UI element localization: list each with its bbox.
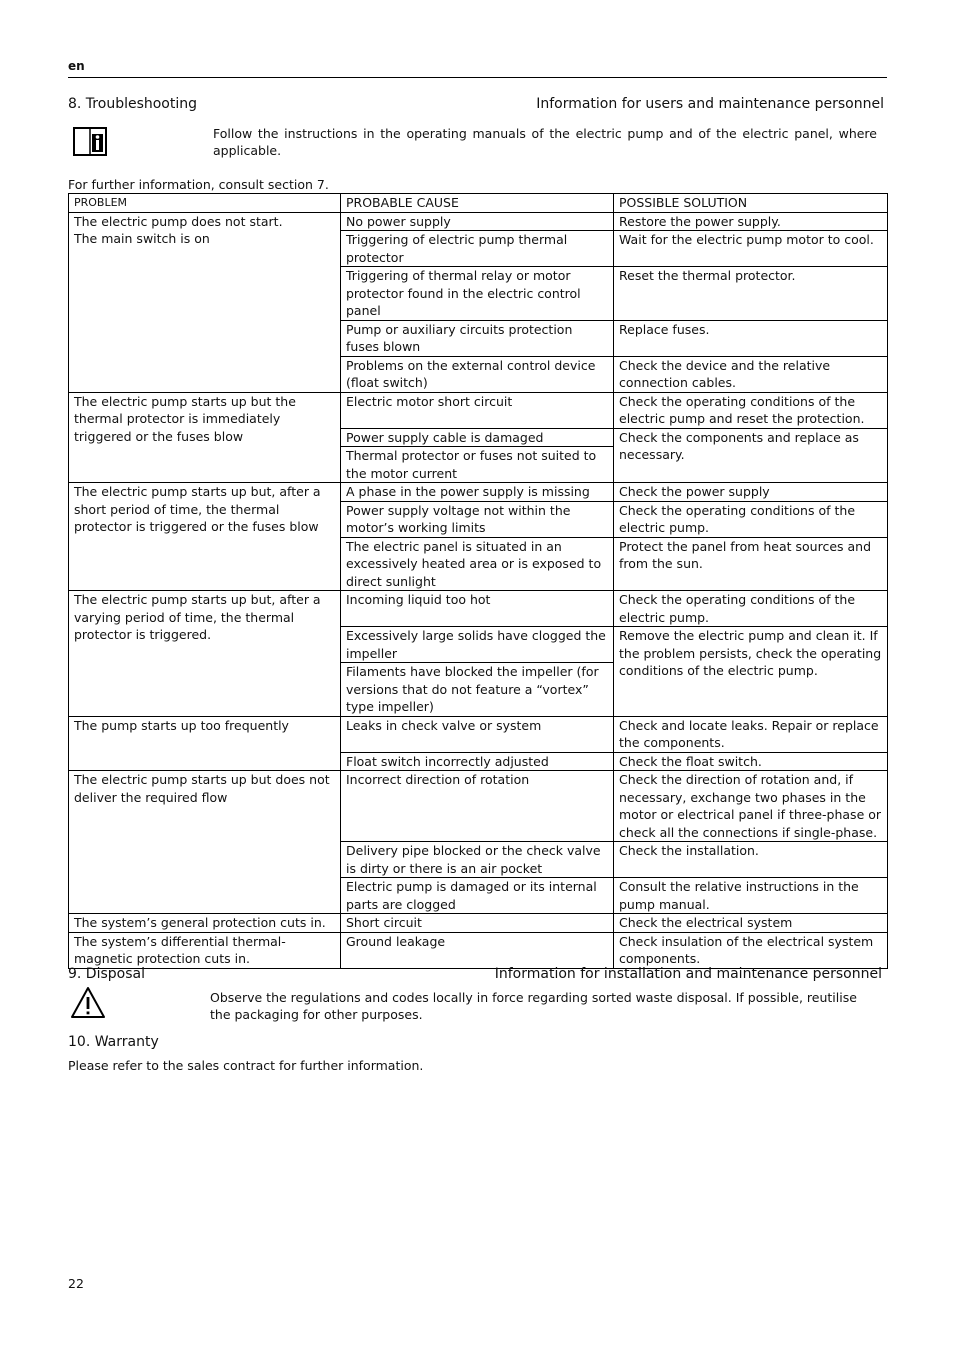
table-row — [69, 716, 888, 752]
solution-cell: Check the direction of rotation and, if necessary, exchange two phases in the motor or electrical panel if three-phase or check all the connections if single-phase. — [614, 771, 888, 842]
troubleshooting-table — [68, 193, 888, 969]
solution-cell: Check the float switch. — [614, 752, 888, 771]
disposal-title: 9. Disposal — [68, 966, 145, 982]
table-row — [69, 932, 888, 968]
cause-cell: Filaments have blocked the impeller (for versions that do not feature a “vortex” type impeller) — [341, 663, 614, 717]
cause-cell: No power supply — [341, 212, 614, 231]
troubleshooting-audience: Information for users and maintenance personnel — [536, 96, 884, 112]
warranty-text: Please refer to the sales contract for further information. — [68, 1058, 424, 1073]
problem-cell: The electric pump starts up but does not deliver the required flow — [69, 771, 341, 914]
problem-cell: The electric pump starts up but the thermal protector is immediately triggered or the fuses blow — [69, 392, 341, 483]
header-solution: POSSIBLE SOLUTION — [614, 194, 888, 213]
cause-cell: Electric motor short circuit — [341, 392, 614, 428]
header-problem: PROBLEM — [69, 194, 341, 213]
header-rule — [68, 77, 887, 78]
problem-cell: The system’s general protection cuts in. — [69, 914, 341, 933]
cause-cell: Power supply voltage not within the motor’s working limits — [341, 501, 614, 537]
solution-cell: Consult the relative instructions in the pump manual. — [614, 878, 888, 914]
table-row — [69, 771, 888, 842]
cause-cell: Incoming liquid too hot — [341, 591, 614, 627]
cause-cell: Triggering of thermal relay or motor protector found in the electric control panel — [341, 267, 614, 321]
table-row — [69, 392, 888, 428]
problem-cell: The electric pump does not start. The main switch is on — [69, 212, 341, 392]
solution-cell: Check the components and replace as necessary. — [614, 428, 888, 483]
solution-cell: Remove the electric pump and clean it. If the problem persists, check the operating conditions of the electric pump. — [614, 627, 888, 717]
page-number: 22 — [68, 1276, 84, 1291]
solution-cell: Reset the thermal protector. — [614, 267, 888, 321]
cause-cell: Short circuit — [341, 914, 614, 933]
table-row — [69, 914, 888, 933]
troubleshooting-note: Follow the instructions in the operating manuals of the electric pump and of the electric panel, where applicable. — [213, 126, 877, 158]
disposal-text: Observe the regulations and codes locally in force regarding sorted waste disposal. If possible, reutilise the packaging for other purposes. — [210, 990, 857, 1022]
solution-cell: Check the operating conditions of the electric pump. — [614, 501, 888, 537]
table-header-row — [69, 194, 888, 213]
cause-cell: Ground leakage — [341, 932, 614, 968]
problem-cell: The electric pump starts up but, after a varying period of time, the thermal protector is triggered. — [69, 591, 341, 717]
solution-cell: Check insulation of the electrical system components. — [614, 932, 888, 968]
warranty-title: 10. Warranty — [68, 1034, 159, 1050]
solution-cell: Check the installation. — [614, 842, 888, 878]
solution-cell: Replace fuses. — [614, 320, 888, 356]
table-row — [69, 212, 888, 231]
cause-cell: Triggering of electric pump thermal protector — [341, 231, 614, 267]
cause-cell: The electric panel is situated in an excessively heated area or is exposed to direct sunlight — [341, 537, 614, 591]
cause-cell: Leaks in check valve or system — [341, 716, 614, 752]
cause-cell: Problems on the external control device (float switch) — [341, 356, 614, 392]
table-row — [69, 591, 888, 627]
problem-cell: The pump starts up too frequently — [69, 716, 341, 771]
problem-cell: The system’s differential thermal-magnetic protection cuts in. — [69, 932, 341, 968]
solution-cell: Check the operating conditions of the electric pump and reset the protection. — [614, 392, 888, 428]
cause-cell: Delivery pipe blocked or the check valve is dirty or there is an air pocket — [341, 842, 614, 878]
solution-cell: Check the operating conditions of the electric pump. — [614, 591, 888, 627]
disposal-audience: Information for installation and maintenance personnel — [494, 966, 882, 982]
further-info: For further information, consult section 7. — [68, 177, 329, 192]
cause-cell: A phase in the power supply is missing — [341, 483, 614, 502]
solution-cell: Protect the panel from heat sources and from the sun. — [614, 537, 888, 591]
cause-cell: Thermal protector or fuses not suited to the motor current — [341, 447, 614, 483]
language-code: en — [68, 59, 85, 73]
cause-cell: Power supply cable is damaged — [341, 428, 614, 447]
solution-cell: Check the device and the relative connection cables. — [614, 356, 888, 392]
solution-cell: Wait for the electric pump motor to cool. — [614, 231, 888, 267]
cause-cell: Float switch incorrectly adjusted — [341, 752, 614, 771]
cause-cell: Electric pump is damaged or its internal parts are clogged — [341, 878, 614, 914]
solution-cell: Check and locate leaks. Repair or replace the components. — [614, 716, 888, 752]
header-cause: PROBABLE CAUSE — [341, 194, 614, 213]
table-row — [69, 483, 888, 502]
cause-cell: Excessively large solids have clogged the impeller — [341, 627, 614, 663]
cause-cell: Incorrect direction of rotation — [341, 771, 614, 842]
solution-cell: Restore the power supply. — [614, 212, 888, 231]
info-manual-icon — [72, 126, 108, 162]
troubleshooting-title: 8. Troubleshooting — [68, 96, 198, 112]
solution-cell: Check the electrical system — [614, 914, 888, 933]
problem-cell: The electric pump starts up but, after a short period of time, the thermal protector is triggered or the fuses blow — [69, 483, 341, 591]
warning-icon — [70, 986, 106, 1023]
solution-cell: Check the power supply — [614, 483, 888, 502]
cause-cell: Pump or auxiliary circuits protection fuses blown — [341, 320, 614, 356]
